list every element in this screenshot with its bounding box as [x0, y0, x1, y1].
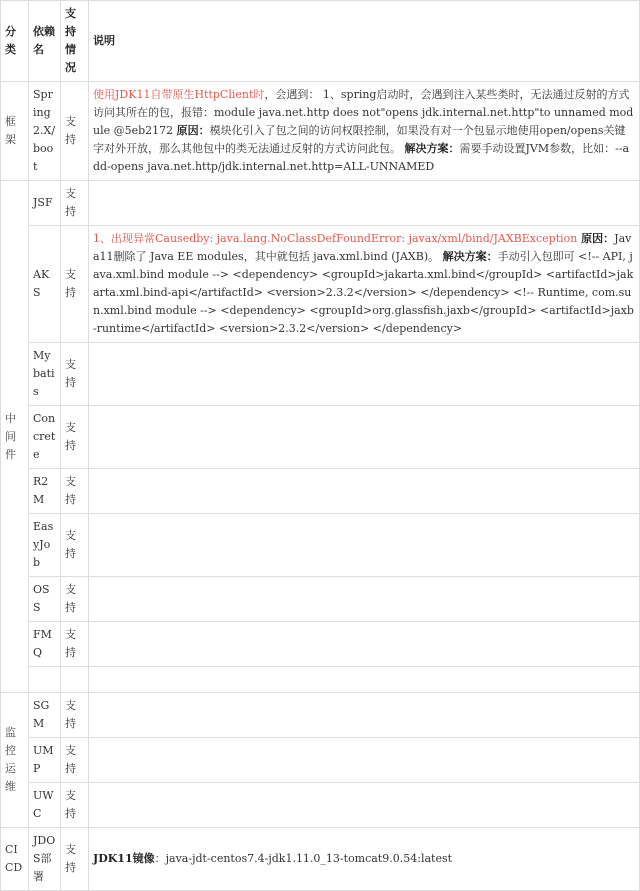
solution-text: 手动引入包即可 <!-- API, java.xml.bind module --> <dependency> <groupId>jakarta.xml.bind</groupId> <artifactId>jakarta.xml.bind-api</artifactId> <version>2.3.2</version> </dependency> <!-- Runtime, com.sun.xml.bind module --> <dependency> <groupId>org.glassfish.jaxb</groupId> <artifactId>jaxb-runtime</artifactId> <version>2.3.2</version> </dependency>	[93, 250, 634, 335]
group-framework: 框架	[1, 82, 29, 181]
support-status: 支持	[61, 343, 89, 406]
table-row	[1, 622, 640, 667]
table-row	[1, 783, 640, 828]
table-row	[1, 514, 640, 577]
dependency-name: Mybatis	[29, 343, 61, 406]
support-status: 支持	[61, 82, 89, 181]
note-cell	[89, 469, 640, 514]
note-text: ，会遇到： 1、spring启动时，会遇到注入某些类时，无法通过反射的方式访问其所在的包，报错：module java.net.http does not"opens jdk.internal.net.http"to unnamed module @5eb2172	[93, 88, 634, 137]
table-row	[1, 181, 640, 226]
support-status: 支持	[61, 577, 89, 622]
group-middleware: 中间件	[1, 181, 29, 693]
table-row	[1, 469, 640, 514]
note-cell	[89, 577, 640, 622]
header-support: 支持情况	[61, 1, 89, 82]
dependency-name: JSF	[29, 181, 61, 226]
support-status: 支持	[61, 738, 89, 783]
solution-text: 需要手动设置JVM参数，比如：--add-opens java.net.http/jdk.internal.net.http=ALL-UNNAMED	[93, 142, 630, 173]
table-row	[1, 577, 640, 622]
note-prefix: 1、	[93, 232, 111, 245]
table-row	[1, 343, 640, 406]
note-cell	[89, 82, 640, 181]
note-cell	[89, 828, 640, 891]
note-cell	[89, 226, 640, 343]
support-status: 支持	[61, 406, 89, 469]
header-dependency: 依赖名	[29, 1, 61, 82]
dependency-name: Concrete	[29, 406, 61, 469]
dependency-name: SGM	[29, 693, 61, 738]
support-status: 支持	[61, 622, 89, 667]
dependency-name: EasyJob	[29, 514, 61, 577]
note-cell	[89, 181, 640, 226]
table-row	[1, 406, 640, 469]
header-category: 分类	[1, 1, 29, 82]
dependency-name: Spring2.X/boot	[29, 82, 61, 181]
header-notes: 说明	[89, 1, 640, 82]
note-cell	[89, 406, 640, 469]
note-cell	[89, 693, 640, 738]
table-row	[1, 82, 640, 181]
group-cicd: CICD	[1, 828, 29, 891]
support-status: 支持	[61, 828, 89, 891]
note-cell	[89, 343, 640, 406]
dependency-name: R2M	[29, 469, 61, 514]
support-status: 支持	[61, 783, 89, 828]
reason-label: 原因：	[577, 232, 615, 245]
note-cell	[89, 667, 640, 693]
note-highlight: 出现异常Causedby: java.lang.NoClassDefFoundError: javax/xml/bind/JAXBException	[111, 232, 578, 245]
image-label: JDK11镜像	[93, 852, 155, 865]
note-highlight: 使用JDK11自带原生HttpClient时	[93, 88, 265, 101]
table-row	[1, 828, 640, 891]
support-status: 支持	[61, 469, 89, 514]
table-row	[1, 226, 640, 343]
solution-label: 解决方案：	[442, 250, 498, 263]
support-status: 支持	[61, 226, 89, 343]
table-row	[1, 738, 640, 783]
group-monitoring: 监控运维	[1, 693, 29, 828]
reason-text: Java11删除了 Java EE modules，其中就包括 java.xml.bind (JAXB)。	[93, 232, 632, 263]
dependency-name: UWC	[29, 783, 61, 828]
support-status: 支持	[61, 514, 89, 577]
reason-label: 原因：	[176, 124, 210, 137]
reason-text: 模块化引入了包之间的访问权限控制，如果没有对一个包显示地使用open/opens关键字对外开放，那么其他包中的类无法通过反射的方式访问此包。	[93, 124, 626, 155]
dependency-name: OSS	[29, 577, 61, 622]
support-status	[61, 667, 89, 693]
image-text: ：java-jdt-centos7.4-jdk1.11.0_13-tomcat9.0.54:latest	[154, 852, 453, 865]
table-row	[1, 667, 640, 693]
note-cell	[89, 738, 640, 783]
table-row	[1, 693, 640, 738]
note-cell	[89, 783, 640, 828]
dependency-name	[29, 667, 61, 693]
support-status: 支持	[61, 693, 89, 738]
note-cell	[89, 622, 640, 667]
dependency-name: UMP	[29, 738, 61, 783]
dependency-name: FMQ	[29, 622, 61, 667]
dependency-name: JDOS部署	[29, 828, 61, 891]
support-status: 支持	[61, 181, 89, 226]
solution-label: 解决方案：	[404, 142, 460, 155]
dependency-name: AKS	[29, 226, 61, 343]
header-row	[1, 1, 640, 82]
note-cell	[89, 514, 640, 577]
